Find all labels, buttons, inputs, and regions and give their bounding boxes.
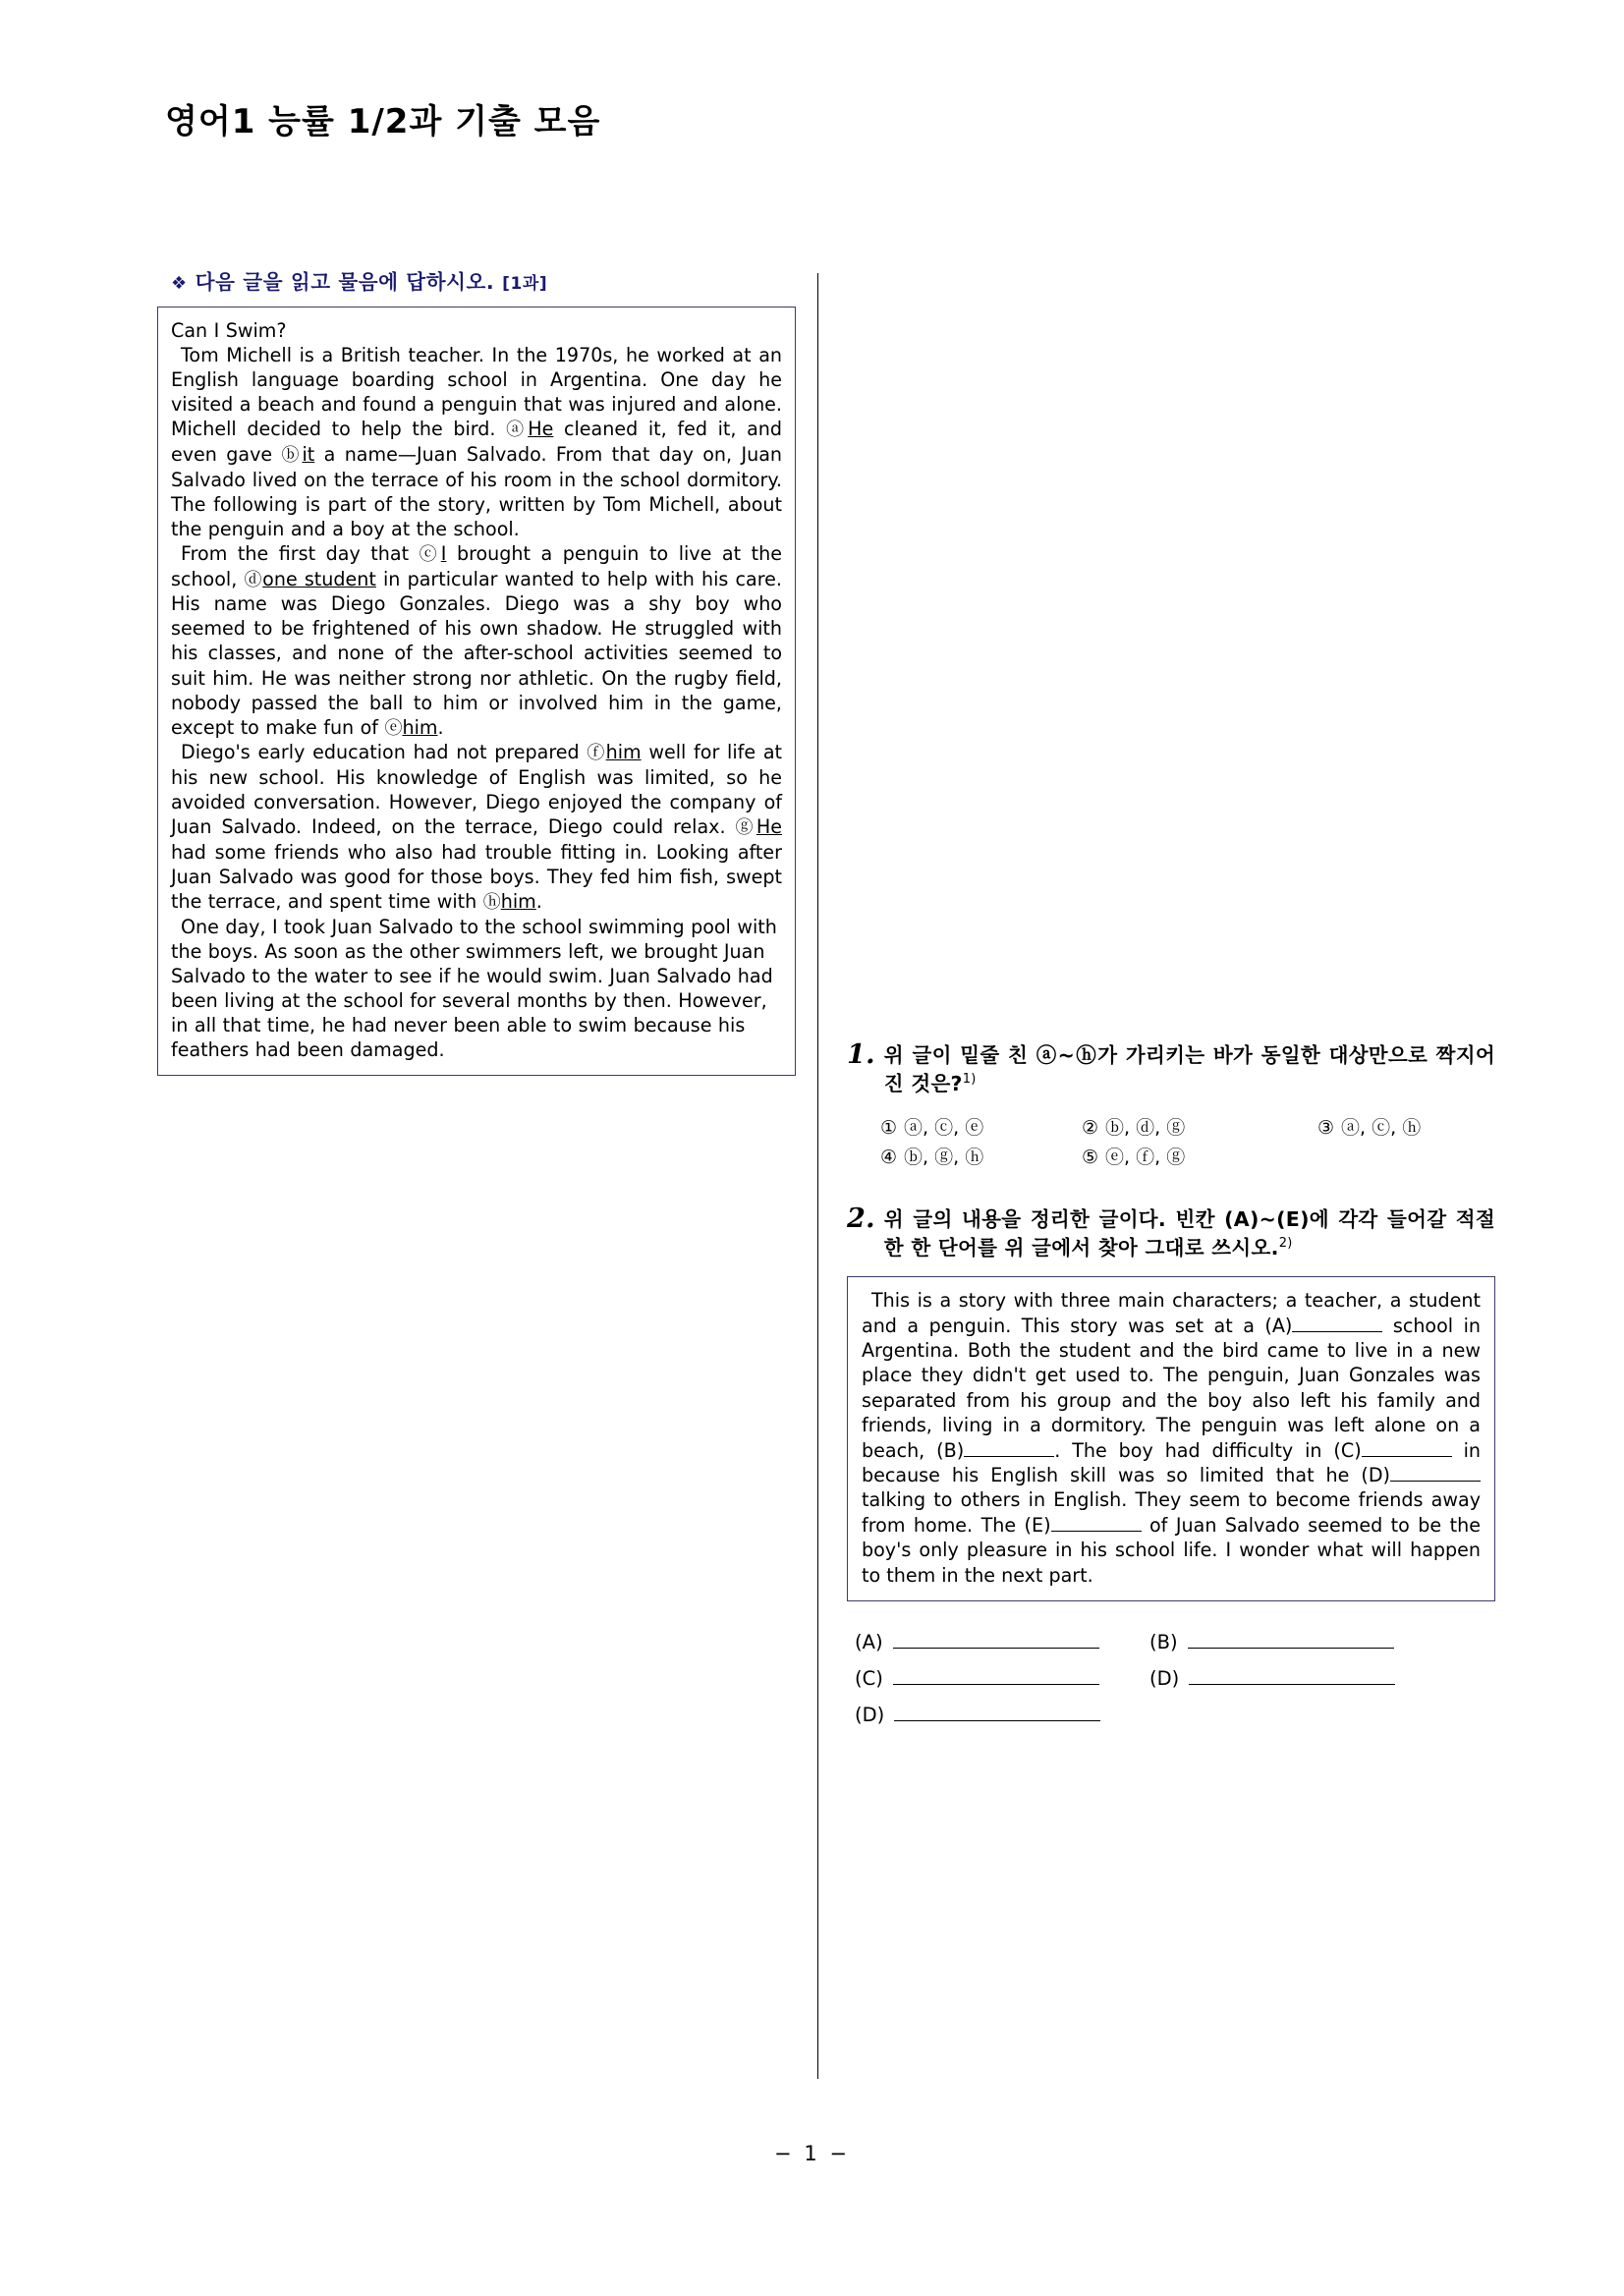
passage-text: in particular wanted to help with his care. His name was Diego Gonzales. Diego was a shy boy who seemed to be frightened of his own shadow. He struggled with his classes, and none of the after-school activities seemed to suit him. He was neither strong nor athletic. On the rugby field, nobody passed the ball to him or involved him in the game, except to make fun of	[171, 567, 782, 739]
content-columns	[0, 265, 1624, 2102]
underlined-word-g: He	[756, 815, 782, 839]
choice-1[interactable]	[880, 1114, 1082, 1143]
choice-3[interactable]	[1317, 1114, 1421, 1143]
marker-a: ⓐ	[506, 420, 529, 441]
answer-field-d[interactable]	[1149, 1667, 1444, 1690]
passage-text: well for life at his new school. His knowledge of English was limited, so he avoided conversation. However, Diego enjoyed the company of Juan Salvado. Indeed, on the terrace, Diego could relax.	[171, 741, 783, 839]
answer-field-e[interactable]	[855, 1704, 1149, 1726]
choice-4-marker: ④	[880, 1146, 898, 1168]
question-1-footnote: 1)	[962, 1072, 977, 1088]
summary-text: in because his English skill was so limited that he (D)	[862, 1438, 1482, 1487]
diamond-bullet-icon: ❖	[171, 273, 188, 294]
passage-text: brought a penguin to live at the school,	[171, 541, 782, 590]
passage-text: .	[437, 715, 444, 739]
question-1-choices	[880, 1114, 1495, 1172]
choice-row-2	[880, 1144, 1495, 1172]
choice-5-text: ⓔ, ⓕ, ⓖ	[1105, 1146, 1186, 1168]
right-column	[847, 265, 1495, 1740]
answer-row-2	[855, 1667, 1495, 1690]
passage-paragraph-1	[171, 343, 782, 541]
question-1-prompt: 위 글이 밑줄 친 ⓐ~ⓗ가 가리키는 바가 동일한 대상만으로 짝지어진 것은?	[883, 1043, 1495, 1096]
question-2-prompt: 위 글의 내용을 정리한 글이다. 빈칸 (A)~(E)에 각각 들어갈 적절한 한 단어를 위 글에서 찾아 그대로 쓰시오.	[883, 1207, 1495, 1260]
blank-c[interactable]	[1362, 1456, 1452, 1457]
choice-5[interactable]	[1082, 1144, 1317, 1172]
passage-paragraph-3	[171, 740, 782, 914]
direction-text: 다음 글을 읽고 물음에 답하시오.	[195, 270, 495, 294]
answer-line-c[interactable]	[893, 1670, 1099, 1685]
choice-2-marker: ②	[1082, 1117, 1099, 1140]
answer-label-b: (B)	[1149, 1631, 1178, 1653]
summary-text: talking to others in English. They seem to become friends away from home. The (E)	[862, 1488, 1481, 1537]
choice-3-text: ⓐ, ⓒ, ⓗ	[1341, 1117, 1422, 1140]
summary-text: This is a story with three main characters; a teacher, a student and a penguin. This story was set at a (A)	[862, 1289, 1481, 1337]
answer-row-1	[855, 1631, 1495, 1653]
answer-row-3	[855, 1704, 1495, 1726]
left-column	[157, 265, 796, 1076]
passage-text: Diego's early education had not prepared	[181, 741, 588, 764]
choice-5-marker: ⑤	[1082, 1146, 1099, 1168]
summary-text: . The boy had difficulty in (C)	[1054, 1438, 1362, 1462]
passage-paragraph-2	[171, 541, 782, 740]
summary-text: of Juan Salvado seemed to be the boy's only pleasure in his school life. I wonder what will happen to them in the next part.	[862, 1513, 1481, 1587]
passage-heading: Can I Swim?	[171, 319, 287, 342]
blank-e[interactable]	[1051, 1531, 1142, 1532]
underlined-word-a: He	[528, 418, 554, 441]
reading-passage-box	[157, 307, 796, 1076]
choice-2-text: ⓑ, ⓓ, ⓖ	[1105, 1117, 1186, 1140]
column-divider	[817, 273, 818, 2079]
choice-4[interactable]	[880, 1144, 1082, 1172]
direction-line	[171, 265, 796, 295]
underlined-word-b: it	[302, 443, 315, 467]
choice-4-text: ⓑ, ⓖ, ⓗ	[904, 1146, 984, 1168]
summary-text: school in Argentina. Both the student and the bird came to live in a new place they didn't get used to. The penguin, Juan Gonzales was separated from his group and the boy also left his family and friends, living in a dormitory. The penguin was left alone on a beach, (B)	[862, 1314, 1481, 1462]
answer-line-e[interactable]	[894, 1707, 1100, 1721]
question-2-number: 2.	[847, 1204, 875, 1235]
right-column-spacer	[847, 265, 1495, 1041]
passage-text: From the first day that	[181, 541, 420, 565]
underlined-word-d: one student	[262, 567, 376, 590]
marker-g: ⓖ	[735, 817, 756, 839]
underlined-word-h: him	[500, 890, 536, 914]
answer-line-b[interactable]	[1188, 1634, 1394, 1649]
answer-line-a[interactable]	[893, 1634, 1099, 1649]
marker-e: ⓔ	[384, 717, 403, 739]
marker-d: ⓓ	[244, 569, 263, 590]
choice-1-marker: ①	[880, 1117, 898, 1140]
question-1	[847, 1041, 1495, 1172]
answer-label-e: (D)	[855, 1704, 885, 1726]
question-1-head	[847, 1041, 1495, 1098]
summary-passage-box	[847, 1276, 1495, 1601]
choice-row-1	[880, 1114, 1495, 1143]
summary-paragraph	[862, 1288, 1481, 1588]
answer-field-b[interactable]	[1149, 1631, 1444, 1653]
blank-b[interactable]	[964, 1456, 1054, 1457]
marker-f: ⓕ	[587, 743, 606, 764]
page-footer: − 1 −	[774, 2142, 850, 2165]
question-2-head	[847, 1205, 1495, 1262]
question-1-text	[884, 1041, 1495, 1098]
passage-text: had some friends who also had trouble fitting in. Looking after Juan Salvado was good for those boys. They fed him fish, swept the terrace, and spent time with	[171, 840, 782, 914]
underlined-word-c: I	[440, 541, 447, 565]
question-1-number: 1.	[847, 1039, 875, 1070]
choice-2[interactable]	[1082, 1114, 1317, 1143]
marker-c: ⓒ	[419, 543, 441, 565]
passage-text: Tom Michell is a British teacher. In the 1970s, he worked at an English language boarding school in Argentina. One day he visited a beach and found a penguin that was injured and alone. Michell decided to help the bird.	[171, 344, 782, 441]
marker-b: ⓑ	[281, 445, 303, 467]
question-2-text	[884, 1205, 1495, 1262]
answer-label-c: (C)	[855, 1667, 883, 1690]
lesson-tag: [1과]	[502, 274, 548, 294]
answer-field-c[interactable]	[855, 1667, 1149, 1690]
blank-a[interactable]	[1292, 1331, 1382, 1332]
passage-text: a name—Juan Salvado. From that day on, Juan Salvado lived on the terrace of his room in the school dormitory. The following is part of the story, written by Tom Michell, about the penguin and a boy at the school.	[171, 443, 783, 540]
answer-field-a[interactable]	[855, 1631, 1149, 1653]
underlined-word-e: him	[402, 715, 438, 739]
passage-paragraph-4: One day, I took Juan Salvado to the school swimming pool with the boys. As soon as the other swimmers left, we brought Juan Salvado to the water to see if he would swim. Juan Salvado had been living at the school for several months by then. However, in all that time, he had never been able to swim because his feathers had been damaged.	[171, 915, 777, 1062]
marker-h: ⓗ	[482, 892, 501, 914]
page-title: 영어1 능률 1/2과 기출 모음	[165, 102, 601, 141]
choice-3-marker: ③	[1317, 1117, 1335, 1140]
passage-text: cleaned it, fed it, and even gave	[171, 418, 782, 467]
choice-1-text: ⓐ, ⓒ, ⓔ	[904, 1117, 984, 1140]
underlined-word-f: him	[605, 741, 642, 764]
answer-line-d[interactable]	[1189, 1670, 1395, 1685]
blank-d[interactable]	[1390, 1481, 1481, 1482]
passage-text: .	[535, 890, 542, 914]
question-2	[847, 1205, 1495, 1726]
question-2-footnote: 2)	[1278, 1236, 1293, 1252]
answer-label-a: (A)	[855, 1631, 883, 1653]
answer-label-d: (D)	[1149, 1667, 1180, 1690]
answer-lines	[855, 1631, 1495, 1726]
